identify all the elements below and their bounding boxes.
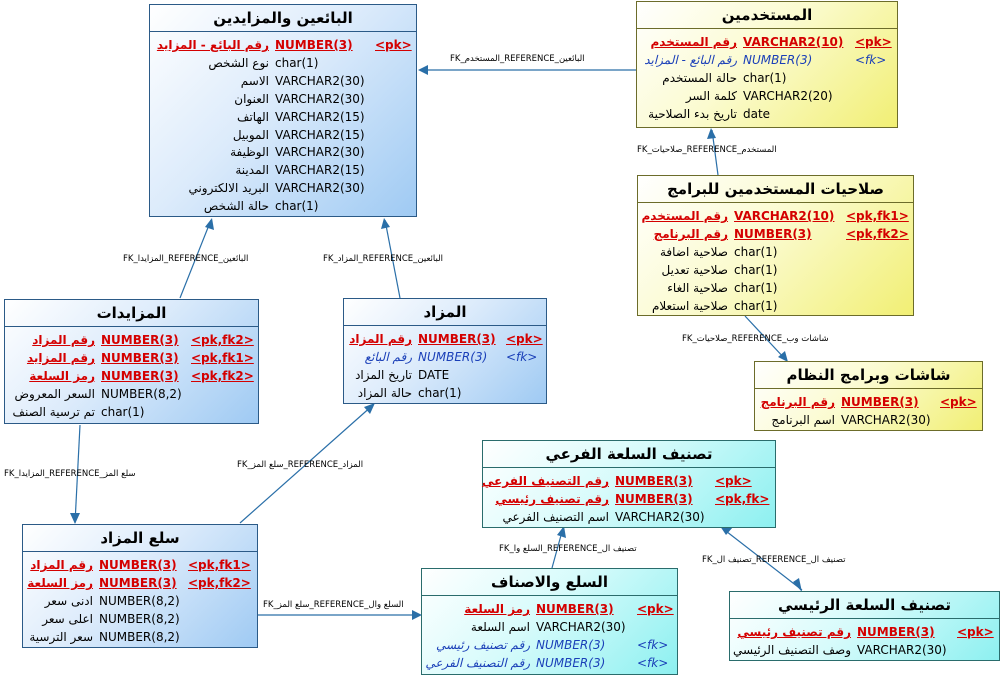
column-name: رقم المزاد	[30, 558, 93, 572]
column-type: char(1)	[275, 199, 319, 214]
column-name: اعلى سعر	[42, 611, 93, 626]
column-key: <fk>	[506, 349, 538, 364]
entity-title: البائعين والمزايدين	[150, 5, 416, 32]
column-name: رقم تصنيف رئيسي	[737, 625, 851, 639]
column-type: VARCHAR2(30)	[536, 619, 626, 634]
column-name: رمز السلعة	[464, 602, 530, 616]
column-key: <pk>	[957, 625, 994, 639]
column-name: صلاحية الغاء	[667, 280, 728, 295]
entity-title: المستخدمين	[637, 2, 897, 29]
column-type: NUMBER(8,2)	[99, 611, 180, 626]
column-type: NUMBER(3)	[857, 625, 935, 639]
relation-label-r3: FK_صلاحيات_REFERENCE_شاشات وب	[682, 334, 829, 344]
column-type: NUMBER(3)	[615, 491, 693, 506]
entity-title: تصنيف السلعة الرئيسي	[730, 592, 999, 619]
arrowhead-r2	[707, 128, 716, 139]
column-type: NUMBER(8,2)	[99, 593, 180, 608]
column-key: <pk,fk2>	[846, 226, 909, 241]
entity-title: صلاحيات المستخدمين للبرامج	[638, 176, 913, 203]
column-name: نوع الشخص	[208, 55, 269, 70]
column-type: NUMBER(3)	[841, 395, 919, 409]
entity-auction[interactable]	[343, 298, 547, 404]
entity-aucitems[interactable]	[22, 524, 258, 648]
column-type: VARCHAR2(10)	[743, 35, 844, 49]
column-type: DATE	[418, 367, 450, 382]
column-type: char(1)	[418, 385, 462, 400]
relation-label-r6: FK_المزايدا_REFERENCE_سلع المز	[4, 469, 136, 479]
column-key: <pk,fk1>	[846, 209, 909, 223]
column-type: char(1)	[743, 70, 787, 85]
column-name: رقم البرنامج	[760, 395, 835, 409]
column-key: <pk,fk1>	[188, 558, 251, 572]
column-name: حالة المستخدم	[662, 70, 737, 85]
column-type: char(1)	[734, 280, 778, 295]
relation-label-r8: FK_السلع وا_REFERENCE_تصنيف ال	[499, 544, 637, 554]
entity-title: تصنيف السلعة الفرعي	[483, 441, 775, 468]
relation-label-r9: FK_تصنيف ال_REFERENCE_تصنيف ال	[702, 555, 846, 565]
relation-label-r7: FK_سلع المز_REFERENCE_المزاد	[237, 460, 364, 470]
arrowhead-r7	[364, 403, 375, 414]
arrowhead-r6	[70, 513, 80, 524]
relation-label-r1: FK_المستخدم_REFERENCE_البائعين	[450, 54, 585, 64]
column-name: الوظيفة	[230, 145, 269, 160]
column-key: <pk,fk>	[715, 491, 770, 506]
column-type: NUMBER(3)	[418, 332, 496, 346]
column-type: VARCHAR2(20)	[743, 88, 833, 103]
column-type: NUMBER(3)	[536, 655, 606, 670]
column-name: الموبيل	[232, 127, 269, 142]
column-name: رقم البرنامج	[653, 226, 728, 241]
column-name: سعر الترسية	[29, 629, 93, 644]
column-type: char(1)	[734, 262, 778, 277]
entity-title: شاشات وبرامج النظام	[755, 362, 982, 389]
column-name: رقم تصنيف رئيسي	[495, 491, 609, 506]
column-name: رمز السلعة	[29, 368, 95, 383]
column-name: رقم المزاد	[32, 333, 95, 347]
column-name: رقم المزايد	[26, 350, 95, 365]
column-type: VARCHAR2(30)	[275, 73, 365, 88]
column-name: رقم التصنيف الفرعي	[481, 474, 609, 488]
column-type: VARCHAR2(15)	[275, 109, 365, 124]
column-name: تم ترسية الصنف	[12, 404, 95, 419]
column-type: NUMBER(3)	[275, 38, 353, 52]
column-type: NUMBER(3)	[536, 602, 614, 616]
arrowhead-r4	[205, 218, 214, 230]
relation-label-r4: FK_المزايدا_REFERENCE_البائعين	[123, 254, 249, 264]
column-name: رقم التصنيف الفرعي	[425, 655, 530, 670]
column-type: char(1)	[275, 55, 319, 70]
column-type: NUMBER(3)	[734, 226, 812, 241]
column-name: رقم البائع - المزايد	[644, 52, 737, 67]
column-key: <pk,fk2>	[191, 368, 254, 383]
column-type: NUMBER(3)	[743, 52, 813, 67]
relation-label-r10: FK_سلع المز_REFERENCE_السلع وال	[263, 600, 404, 610]
column-key: <pk>	[375, 38, 412, 52]
column-name: رقم تصنيف رئيسي	[435, 637, 530, 652]
column-type: NUMBER(3)	[99, 558, 177, 572]
entity-title: السلع والاصناف	[422, 569, 677, 596]
entity-bids[interactable]	[4, 299, 259, 424]
entity-title: المزايدات	[5, 300, 258, 327]
column-type: VARCHAR2(30)	[615, 509, 705, 524]
column-type: NUMBER(3)	[99, 575, 177, 590]
column-name: حالة الشخص	[203, 199, 269, 214]
column-key: <pk>	[506, 332, 543, 346]
column-type: char(1)	[734, 298, 778, 313]
column-type: date	[743, 106, 771, 121]
column-type: VARCHAR2(30)	[275, 145, 365, 160]
column-key: <pk>	[637, 602, 674, 616]
column-name: رقم المستخدم	[641, 209, 728, 223]
column-key: <pk>	[715, 474, 752, 488]
relation-label-r5: FK_المزاد_REFERENCE_البائعين	[323, 254, 444, 264]
column-name: تاريخ بدء الصلاحية	[648, 106, 737, 121]
column-name: رقم البائع	[364, 349, 412, 364]
column-key: <pk>	[855, 35, 892, 49]
column-name: ادنى سعر	[44, 593, 93, 608]
column-key: <fk>	[855, 52, 887, 67]
column-type: VARCHAR2(15)	[275, 163, 365, 178]
arrowhead-r1	[418, 65, 428, 75]
entity-perms[interactable]	[637, 175, 914, 316]
column-key: <fk>	[637, 655, 669, 670]
column-name: حالة المزاد	[357, 385, 412, 400]
column-key: <pk,fk2>	[188, 575, 251, 590]
entity-users[interactable]	[636, 1, 898, 128]
column-type: VARCHAR2(30)	[275, 91, 365, 106]
column-name: وصف التصنيف الرئيسي	[733, 642, 851, 657]
entity-title: المزاد	[344, 299, 546, 326]
column-name: اسم البرنامج	[771, 412, 835, 427]
column-name: الهاتف	[237, 109, 269, 124]
column-name: السعر المعروض	[14, 386, 95, 401]
entity-sellers[interactable]	[149, 4, 417, 217]
column-name: رمز السلعة	[27, 575, 93, 590]
column-type: NUMBER(8,2)	[99, 629, 180, 644]
column-type: VARCHAR2(15)	[275, 127, 365, 142]
column-key: <pk,fk1>	[191, 350, 254, 365]
column-type: char(1)	[734, 244, 778, 259]
entity-title: سلع المزاد	[23, 525, 257, 552]
column-name: كلمة السر	[685, 88, 737, 103]
column-name: صلاحية تعديل	[661, 262, 728, 277]
column-type: NUMBER(3)	[418, 349, 488, 364]
column-type: NUMBER(3)	[101, 350, 179, 365]
column-type: NUMBER(8,2)	[101, 386, 182, 401]
entity-items[interactable]	[421, 568, 678, 675]
column-type: VARCHAR2(30)	[275, 181, 365, 196]
relation-label-r2: FK_صلاحيات_REFERENCE_المستخدم	[637, 145, 777, 155]
column-name: الاسم	[240, 73, 269, 88]
column-key: <pk>	[940, 395, 977, 409]
column-type: NUMBER(3)	[101, 333, 179, 347]
entity-screens[interactable]	[754, 361, 983, 431]
entity-maincat[interactable]	[729, 591, 1000, 661]
column-type: NUMBER(3)	[615, 474, 693, 488]
column-key: <fk>	[637, 637, 669, 652]
column-name: صلاحية استعلام	[651, 298, 728, 313]
column-name: رقم البائع - المزايد	[156, 38, 269, 52]
column-name: رقم المزاد	[349, 332, 412, 346]
column-name: اسم السلعة	[470, 619, 530, 634]
entity-subcat[interactable]	[482, 440, 776, 528]
column-name: رقم المستخدم	[650, 35, 737, 49]
column-type: NUMBER(3)	[536, 637, 606, 652]
column-type: VARCHAR2(10)	[734, 209, 835, 223]
arrowhead-r9b	[793, 578, 802, 592]
column-name: صلاحية اضافة	[660, 244, 728, 259]
column-name: المدينة	[235, 163, 269, 178]
column-name: اسم التصنيف الفرعي	[502, 509, 609, 524]
column-name: تاريخ المزاد	[355, 367, 412, 382]
column-type: VARCHAR2(30)	[841, 412, 931, 427]
column-name: البريد الالكتروني	[188, 181, 269, 196]
column-key: <pk,fk2>	[191, 333, 254, 347]
column-type: VARCHAR2(30)	[857, 642, 947, 657]
arrowhead-r5	[381, 218, 390, 229]
column-type: char(1)	[101, 404, 145, 419]
column-type: NUMBER(3)	[101, 368, 179, 383]
column-name: العنوان	[234, 91, 269, 106]
